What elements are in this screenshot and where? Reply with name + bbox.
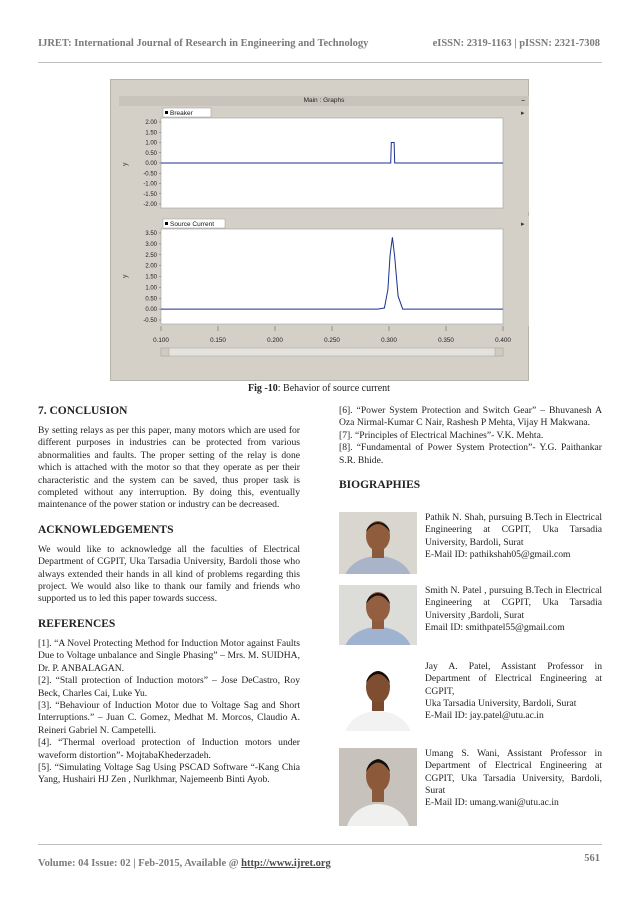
- page-footer: [38, 844, 602, 871]
- minimize-icon: –: [521, 97, 525, 104]
- bio-description: Jay A. Patel, Assistant Professor in Department of Electrical Engineering at CGPIT, Uka Tarsadia University, Bardoli, Surat E-Mail ID: jay.patel@utu.ac.in: [425, 661, 602, 722]
- y-tick-label: -1.00: [143, 181, 157, 188]
- y-axis-label-breaker: y: [122, 162, 129, 166]
- bio-description: Umang S. Wani, Assistant Professor in Department of Electrical Engineering at CGPIT, Uka Tarsadia University, Bardoli, Surat E-Mail ID: umang.wani@utu.ac.in: [425, 748, 602, 809]
- graph-window-title-text: Main : Graphs: [303, 97, 345, 104]
- avatar: [339, 661, 417, 731]
- y-tick-label: 2.00: [145, 120, 157, 126]
- references-list-left: [38, 638, 300, 787]
- x-tick-label: 0.150: [210, 337, 226, 344]
- left-column: [38, 405, 300, 787]
- references-list-right: [339, 405, 602, 467]
- y-tick-label: -1.50: [143, 191, 157, 198]
- y-tick-label: 0.50: [145, 150, 157, 157]
- biographies-heading: BIOGRAPHIES: [339, 479, 421, 492]
- y-tick-label: 1.00: [145, 285, 157, 292]
- reference-item: [5]. “Simulating Voltage Sag Using PSCAD Software “-Kang Chia Yang, Hushairi HJ Zen , Nurlkhmar, Najemeenb Binti Ayob.: [38, 761, 300, 786]
- avatar: [339, 512, 417, 574]
- graph-panels: [119, 106, 529, 364]
- issn-label: eISSN: 2319-1163 | pISSN: 2321-7308: [432, 38, 600, 49]
- y-tick-label: 2.00: [145, 263, 157, 270]
- page-header: [38, 38, 602, 58]
- graph-window-title: [119, 96, 529, 106]
- journal-url-link[interactable]: http://www.ijret.org: [241, 858, 331, 869]
- legend-current-label: Source Current: [170, 221, 215, 228]
- caption-text: : Behavior of source current: [277, 383, 390, 394]
- bio-description: Pathik N. Shah, pursuing B.Tech in Electrical Engineering at CGPIT, Uka Tarsadia University, Bardoli, Surat E-Mail ID: pathikshah05@gmail.com: [425, 512, 602, 560]
- x-tick-label: 0.200: [267, 337, 283, 344]
- bio-text: [425, 512, 602, 561]
- reference-item: [7]. “Principles of Electrical Machines”- V.K. Mehta.: [339, 429, 544, 441]
- right-column: [339, 405, 602, 499]
- y-tick-label: -0.50: [143, 318, 157, 324]
- y-tick-label: 3.50: [145, 231, 157, 237]
- x-tick-label: 0.300: [381, 337, 397, 344]
- y-tick-label: 1.50: [145, 274, 157, 281]
- x-tick-label: 0.350: [438, 337, 454, 344]
- x-ticks: [153, 326, 511, 344]
- x-tick-label: 0.400: [495, 337, 511, 344]
- bio-text: [425, 661, 602, 722]
- legend-breaker-label: Breaker: [170, 110, 193, 117]
- x-tick-label: 0.100: [153, 337, 169, 344]
- avatar-face: [366, 592, 390, 622]
- figure-caption: [0, 383, 638, 394]
- reference-item: [3]. “Behaviour of Induction Motor due to Voltage Sag and Short Interruptions.” – Juan C. Gomez, Medhat M. Morcos, Claudio A. Reineri Gabriel N. Campetelli.: [38, 699, 300, 736]
- graph-scrollbar[interactable]: [161, 348, 503, 356]
- reference-item: [4]. “Thermal overload protection of Induction motors under waveform distortion”- MojtabaKhederzadeh.: [38, 737, 300, 761]
- footer-volume-text: Volume: 04 Issue: 02 | Feb-2015, Available @: [38, 858, 242, 869]
- y-tick-label: 0.00: [145, 161, 157, 167]
- reference-item: [6]. “Power System Protection and Switch Gear” – Bhuvanesh A Oza Nirmal-Kumar C Nair, Rashesh P Mehta, Vijay H Makwana.: [339, 405, 602, 429]
- footer-volume: [38, 858, 331, 869]
- bio-text: [425, 748, 602, 809]
- reference-item: [1]. “A Novel Protecting Method for Induction Motor against Faults Due to Voltage unbalance and Single Phasing” – Mrs. M. SUIDHA, Dr. P. ANBALAGAN.: [38, 637, 300, 674]
- caption-label: Fig -10: [248, 383, 278, 394]
- x-tick-label: 0.250: [324, 337, 340, 344]
- bio-description: Smith N. Patel , pursuing B.Tech in Electrical Engineering at CGPIT, Uka Tarsadia University ,Bardoli, Surat Email ID: smithpatel55@gmail.com: [425, 585, 602, 633]
- journal-name: IJRET: International Journal of Research in Engineering and Technology: [38, 38, 369, 49]
- footer-divider: [38, 844, 602, 845]
- y-tick-label: -2.00: [143, 202, 157, 208]
- y-tick-label: 1.00: [145, 140, 157, 147]
- y-tick-label: 0.00: [145, 307, 157, 314]
- y-tick-label: 1.50: [145, 130, 157, 137]
- y-axis-label-current: y: [122, 274, 129, 278]
- bio-text: [425, 585, 602, 634]
- plot-area-current: [161, 229, 503, 324]
- y-tick-label: -0.50: [143, 171, 157, 178]
- legend-breaker-swatch: [165, 111, 168, 114]
- y-tick-label: 3.00: [145, 241, 157, 248]
- scroll-left-button[interactable]: [161, 348, 169, 356]
- figure-graphs: [110, 79, 529, 381]
- acknowledgements-heading: ACKNOWLEDGEMENTS: [38, 523, 174, 536]
- acknowledgements-text: We would like to acknowledge all the faculties of Electrical Department of CGPIT, Uka Tarsadia University, Bardoli those who always extended their hands in all kind of problems regarding this project. We would also like to thank our family and friends who supported us to led this paper towards success.: [38, 543, 300, 605]
- panel-breaker-arrow-icon: ▸: [521, 110, 525, 117]
- page-number: 561: [584, 853, 600, 864]
- y-tick-label: 2.50: [145, 252, 157, 259]
- header-divider: [38, 62, 602, 63]
- conclusion-text: By setting relays as per this paper, many motors which are used for different purposes in industries can be protected from various abnormalities and faults. The proper setting of the relay is done which is attached with the motor so that they operate as per their characteristic and the system can be saved, thus proper task is completed without any interruption. By doing this, eventually maintenance of the power station or industry can be decreased.: [38, 425, 300, 511]
- references-heading: REFERENCES: [38, 617, 116, 630]
- panel-current-arrow-icon: ▸: [521, 221, 525, 228]
- scroll-right-button[interactable]: [495, 348, 503, 356]
- reference-item: [2]. “Stall protection of Induction motors” – Jose DeCastro, Roy Beck, Charles Cai, Luke Yu.: [38, 675, 300, 699]
- avatar: [339, 585, 417, 645]
- y-tick-label: 0.50: [145, 296, 157, 303]
- conclusion-heading: 7. CONCLUSION: [38, 405, 128, 417]
- reference-item: [8]. “Fundamental of Power System Protection”- Y.G. Paithankar S.R. Bhide.: [339, 442, 602, 466]
- avatar: [339, 748, 417, 826]
- legend-current-swatch: [165, 222, 168, 225]
